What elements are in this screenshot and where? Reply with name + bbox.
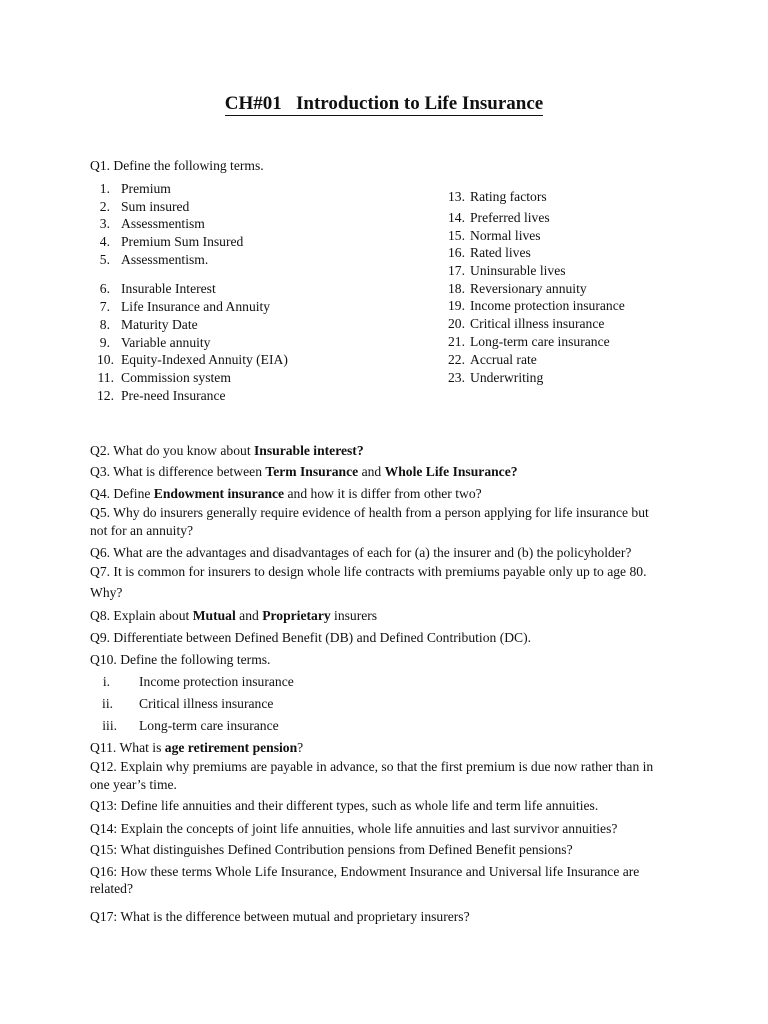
- question-q7-line2: Why?: [90, 585, 123, 600]
- item-term: Underwriting: [470, 370, 544, 385]
- item-term: Premium: [121, 181, 171, 196]
- q2-bold-term: Insurable interest?: [254, 443, 364, 458]
- question-q9: Q9. Differentiate between Defined Benefit (DB) and Defined Contribution (DC).: [90, 630, 532, 645]
- item-term: Sum insured: [121, 199, 190, 214]
- item-number: 14.: [448, 210, 465, 225]
- question-q15: Q15: What distinguishes Defined Contribution pensions from Defined Benefit pensions?: [90, 842, 573, 857]
- q3-bold-term-2: Whole Life Insurance?: [384, 464, 518, 479]
- item-number: 16.: [448, 245, 465, 260]
- q4-text-rest: and how it is differ from other two?: [284, 486, 482, 501]
- question-q3: [90, 463, 518, 481]
- question-q5-line2: not for an annuity?: [90, 523, 194, 538]
- item-number: 23.: [448, 370, 465, 385]
- item-number: i.: [102, 674, 110, 689]
- q4-text: Q4. Define: [90, 486, 154, 501]
- item-number: 4.: [99, 234, 110, 249]
- question-q16-line1: Q16: How these terms Whole Life Insurance, Endowment Insurance and Universal life Insurance are: [90, 864, 640, 879]
- question-q11: [90, 739, 303, 757]
- question-q16-line2: related?: [90, 881, 134, 896]
- item-number: 21.: [448, 334, 465, 349]
- q11-text-rest: ?: [297, 740, 304, 755]
- q4-bold-term: Endowment insurance: [153, 486, 285, 501]
- question-q4: [90, 485, 482, 503]
- question-q12-line2: one year’s time.: [90, 777, 177, 792]
- item-number: 11.: [97, 370, 114, 385]
- question-q7-line1: Q7. It is common for insurers to design whole life contracts with premiums payable only up to age 80.: [90, 564, 647, 579]
- item-number: 17.: [448, 263, 465, 278]
- q8-bold-term-2: Proprietary: [262, 608, 331, 623]
- q3-bold-term: Term Insurance: [265, 464, 359, 479]
- item-number: 19.: [448, 298, 465, 313]
- item-number: 15.: [448, 228, 465, 243]
- item-number: 18.: [448, 281, 465, 296]
- item-term: Premium Sum Insured: [121, 234, 244, 249]
- question-q14: Q14: Explain the concepts of joint life annuities, whole life annuities and last survivor annuities?: [90, 821, 618, 836]
- item-term: Insurable Interest: [121, 281, 216, 296]
- item-term: Long-term care insurance: [139, 718, 279, 733]
- item-number: 7.: [99, 299, 110, 314]
- item-number: 22.: [448, 352, 465, 367]
- item-number: 2.: [99, 199, 110, 214]
- q3-text: Q3. What is difference between: [90, 464, 266, 479]
- item-term: Long-term care insurance: [470, 334, 610, 349]
- item-term: Accrual rate: [470, 352, 537, 367]
- q8-bold-term: Mutual: [192, 608, 236, 623]
- item-number: ii.: [102, 696, 113, 711]
- item-term: Reversionary annuity: [470, 281, 587, 296]
- item-number: iii.: [102, 718, 117, 733]
- item-term: Pre-need Insurance: [121, 388, 226, 403]
- item-term: Rating factors: [470, 189, 547, 204]
- question-q17: Q17: What is the difference between mutual and proprietary insurers?: [90, 909, 470, 924]
- item-number: 8.: [99, 317, 110, 332]
- item-term: Assessmentism.: [121, 252, 209, 267]
- q8-text-rest: insurers: [330, 608, 378, 623]
- question-q10: Q10. Define the following terms.: [90, 652, 271, 667]
- q2-text: Q2. What do you know about: [90, 443, 254, 458]
- item-number: 3.: [99, 216, 110, 231]
- item-term: Maturity Date: [121, 317, 198, 332]
- item-term: Variable annuity: [121, 335, 211, 350]
- item-number: 13.: [448, 189, 465, 204]
- item-number: 12.: [97, 388, 114, 403]
- q11-text: Q11. What is: [90, 740, 165, 755]
- q8-text: Q8. Explain about: [90, 608, 193, 623]
- item-term: Uninsurable lives: [470, 263, 566, 278]
- item-term: Life Insurance and Annuity: [121, 299, 271, 314]
- question-q5-line1: Q5. Why do insurers generally require evidence of health from a person applying for life insurance but: [90, 505, 649, 520]
- item-term: Critical illness insurance: [470, 316, 605, 331]
- question-q2: [90, 442, 364, 460]
- item-term: Critical illness insurance: [139, 696, 274, 711]
- page-title: [0, 93, 768, 115]
- item-number: 10.: [97, 352, 114, 367]
- item-number: 1.: [99, 181, 110, 196]
- item-number: 20.: [448, 316, 465, 331]
- page-title-text: CH#01 Introduction to Life Insurance: [224, 93, 544, 114]
- item-term: Normal lives: [470, 228, 541, 243]
- q11-bold-term: age retirement pension: [164, 740, 298, 755]
- q3-text-and: and: [358, 464, 385, 479]
- item-term: Income protection insurance: [139, 674, 294, 689]
- question-q8: [90, 607, 377, 625]
- q8-text-and: and: [235, 608, 263, 623]
- item-number: 6.: [99, 281, 110, 296]
- item-term: Preferred lives: [470, 210, 550, 225]
- question-q12-line1: Q12. Explain why premiums are payable in advance, so that the first premium is due now rather than in: [90, 759, 654, 774]
- item-term: Equity-Indexed Annuity (EIA): [121, 352, 288, 367]
- item-term: Assessmentism: [121, 216, 205, 231]
- item-number: 9.: [99, 335, 110, 350]
- q1-prompt: Q1. Define the following terms.: [90, 158, 264, 173]
- item-term: Commission system: [121, 370, 231, 385]
- item-term: Rated lives: [470, 245, 531, 260]
- question-q6: Q6. What are the advantages and disadvantages of each for (a) the insurer and (b) the policyholder?: [90, 545, 632, 560]
- item-number: 5.: [99, 252, 110, 267]
- question-q13: Q13: Define life annuities and their different types, such as whole life and term life annuities.: [90, 798, 599, 813]
- item-term: Income protection insurance: [470, 298, 625, 313]
